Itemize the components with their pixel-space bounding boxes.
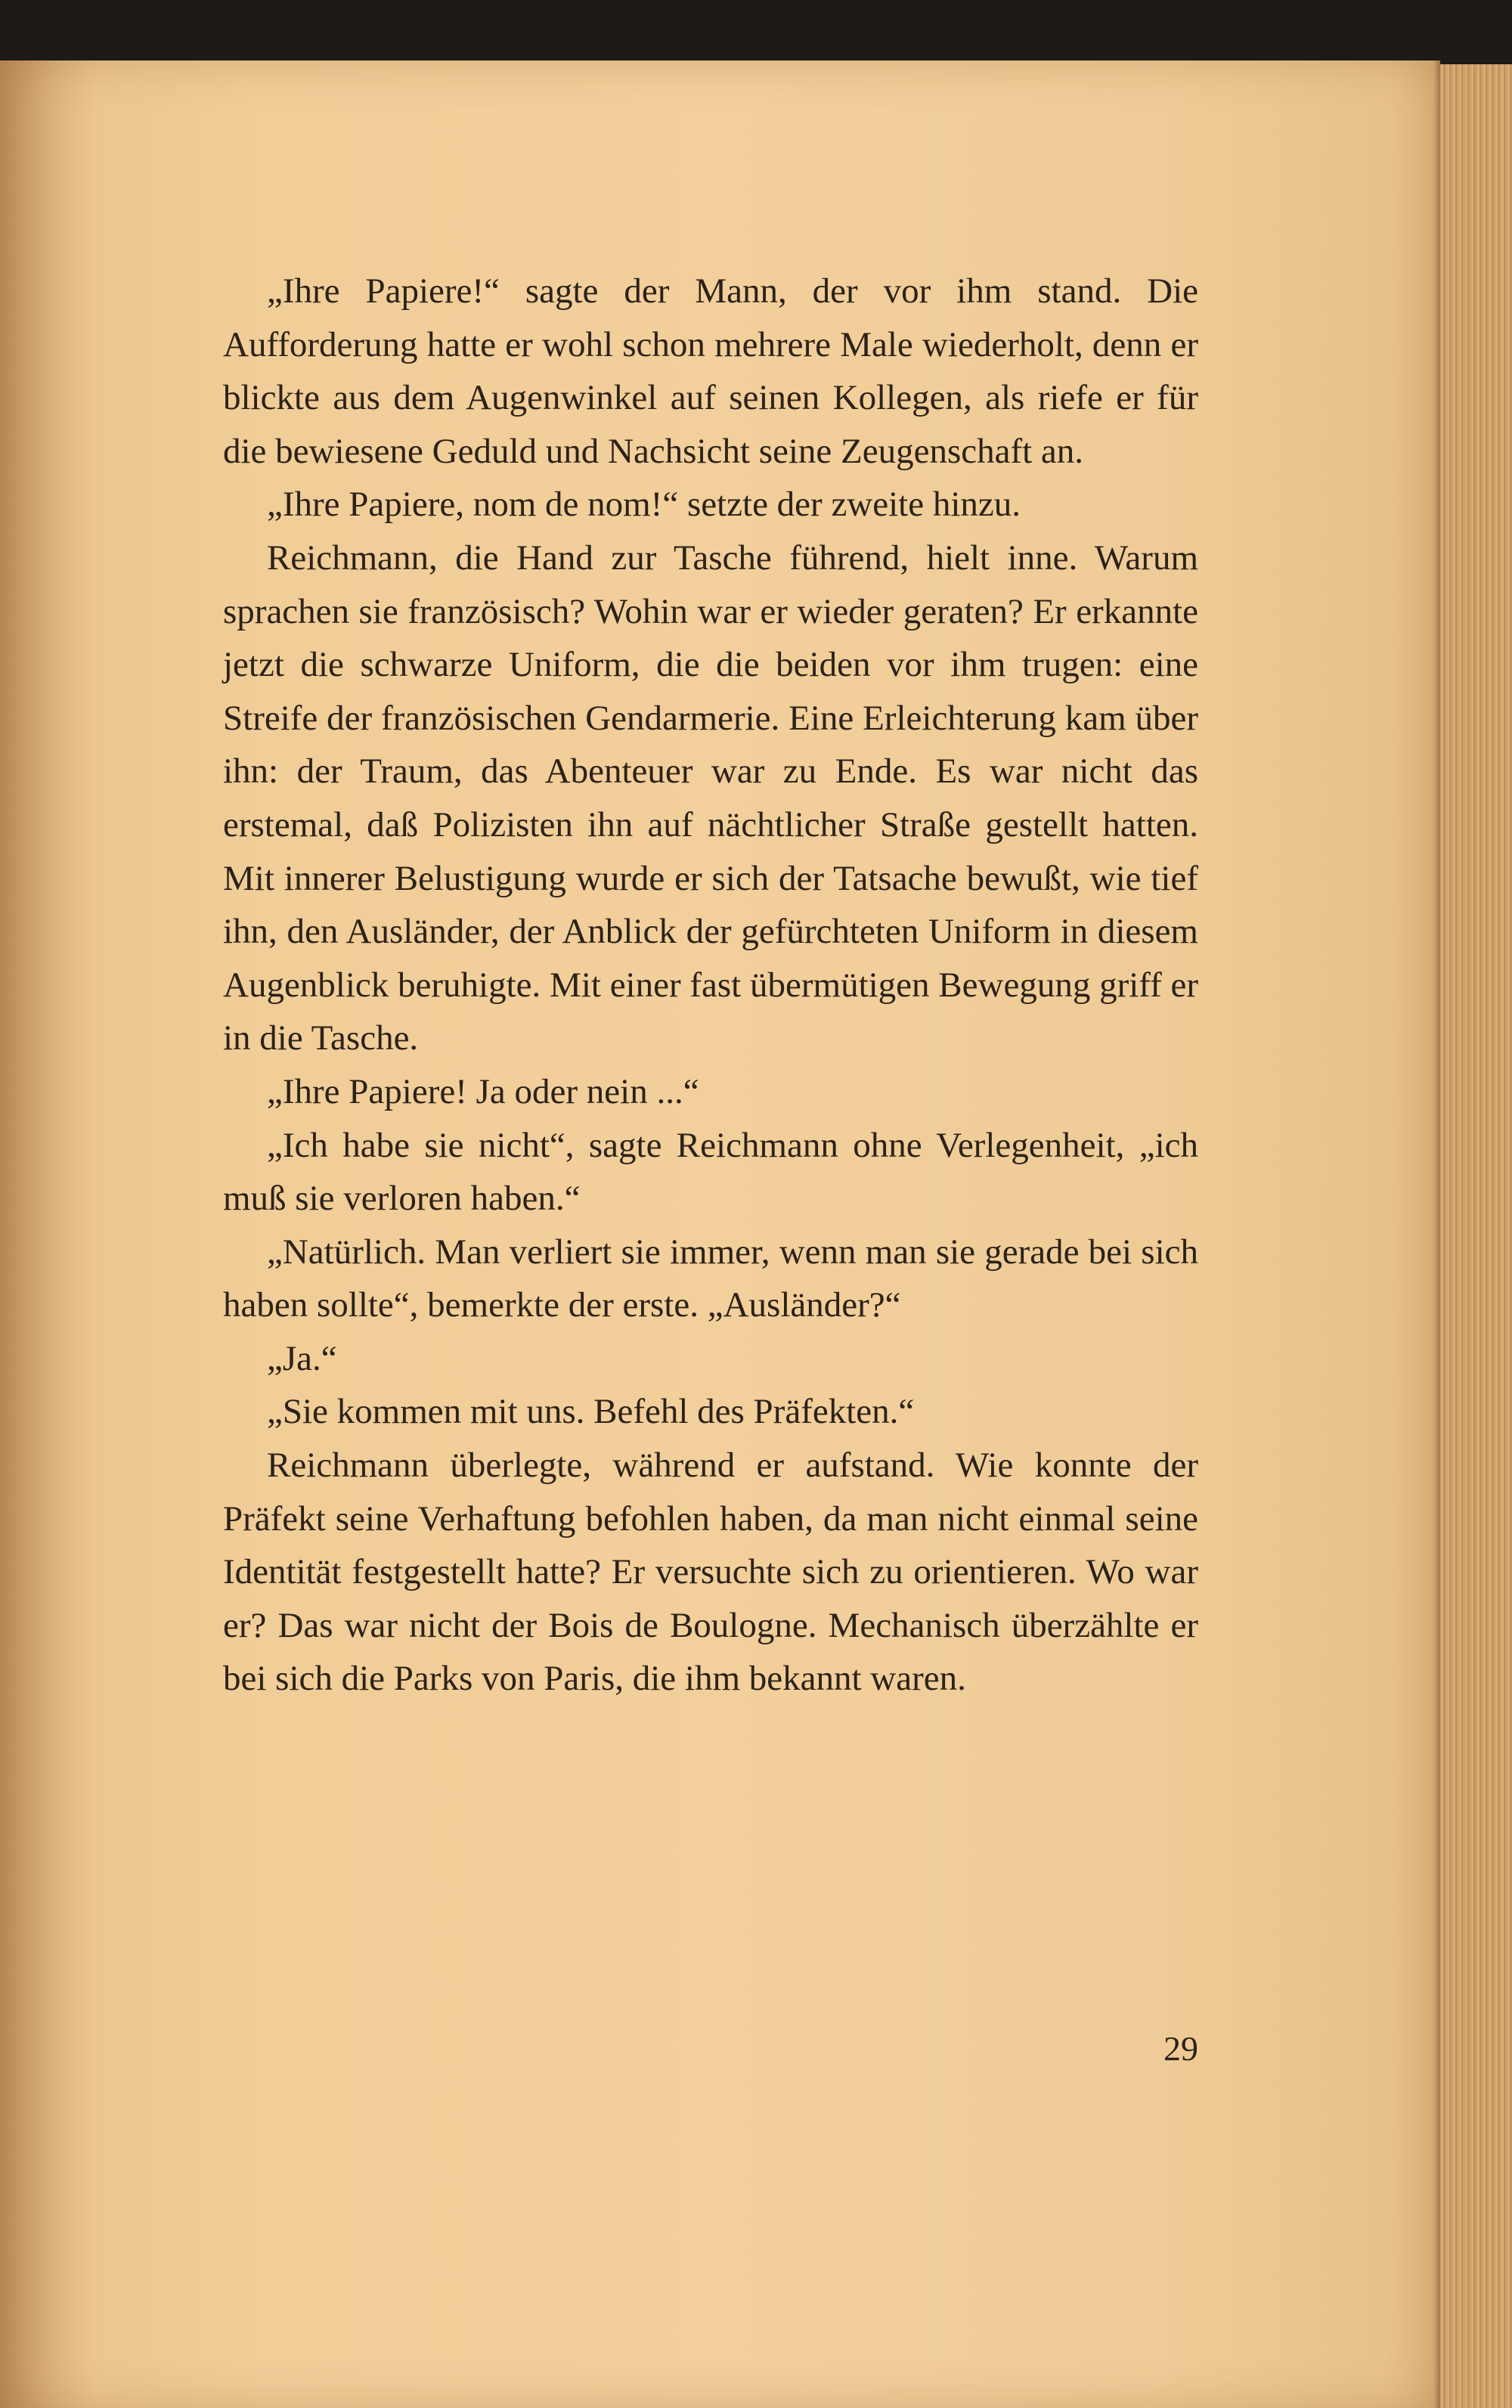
paragraph-7: „Ja.“ xyxy=(267,1338,337,1378)
body-text xyxy=(223,265,1198,1706)
paragraph-4: „Ihre Papiere! Ja oder nein ...“ xyxy=(267,1071,699,1111)
page-gutter-shadow xyxy=(0,60,98,2408)
page-stack-edges xyxy=(1440,64,1512,2408)
paragraph-1: „Ihre Papiere!“ sagte der Mann, der vor ihm stand. Die Aufforderung hatte er wohl schon mehrere Male wiederholt, denn er blickte aus dem Augenwinkel auf seinen Kollegen, als riefe er für die bewiesene Geduld und Nachsicht seine Zeugenschaft an. xyxy=(223,271,1198,471)
paragraph-5: „Ich habe sie nicht“, sagte Reichmann ohne Verlegenheit, „ich muß sie verloren haben.“ xyxy=(223,1125,1198,1219)
paragraph-3: Reichmann, die Hand zur Tasche führend, hielt inne. Warum sprachen sie französisch? Wohin war er wieder geraten? Er erkannte jetzt die schwarze Uniform, die die beiden vor ihm trugen: eine Streife der französischen Gendarmerie. Eine Erleichterung kam über ihn: der Traum, das Abenteuer war zu Ende. Es war nicht das erstemal, daß Polizisten ihn auf nächtlicher Straße gestellt hatten. Mit innerer Belustigung wurde er sich der Tatsache bewußt, wie tief ihn, den Ausländer, der Anblick der gefürchteten Uniform in diesem Augenblick beruhigte. Mit einer fast übermütigen Bewegung griff er in die Tasche. xyxy=(223,538,1198,1058)
paragraph-8: „Sie kommen mit uns. Befehl des Präfekten.“ xyxy=(267,1392,915,1432)
paragraph-2: „Ihre Papiere, nom de nom!“ setzte der zweite hinzu. xyxy=(267,485,1021,525)
paragraph-9: Reichmann überlegte, während er aufstand. Wie konnte der Präfekt seine Verhaftung befohlen haben, da man nicht einmal seine Identität festgestellt hatte? Er versuchte sich zu orientieren. Wo war er? Das war nicht der Bois de Boulogne. Mechanisch überzählte er bei sich die Parks von Paris, die ihm bekannt waren. xyxy=(223,1446,1198,1699)
page-number: 29 xyxy=(1163,2029,1198,2068)
paragraph-6: „Natürlich. Man verliert sie immer, wenn man sie gerade bei sich haben sollte“, bemerkte der erste. „Ausländer?“ xyxy=(223,1232,1198,1325)
